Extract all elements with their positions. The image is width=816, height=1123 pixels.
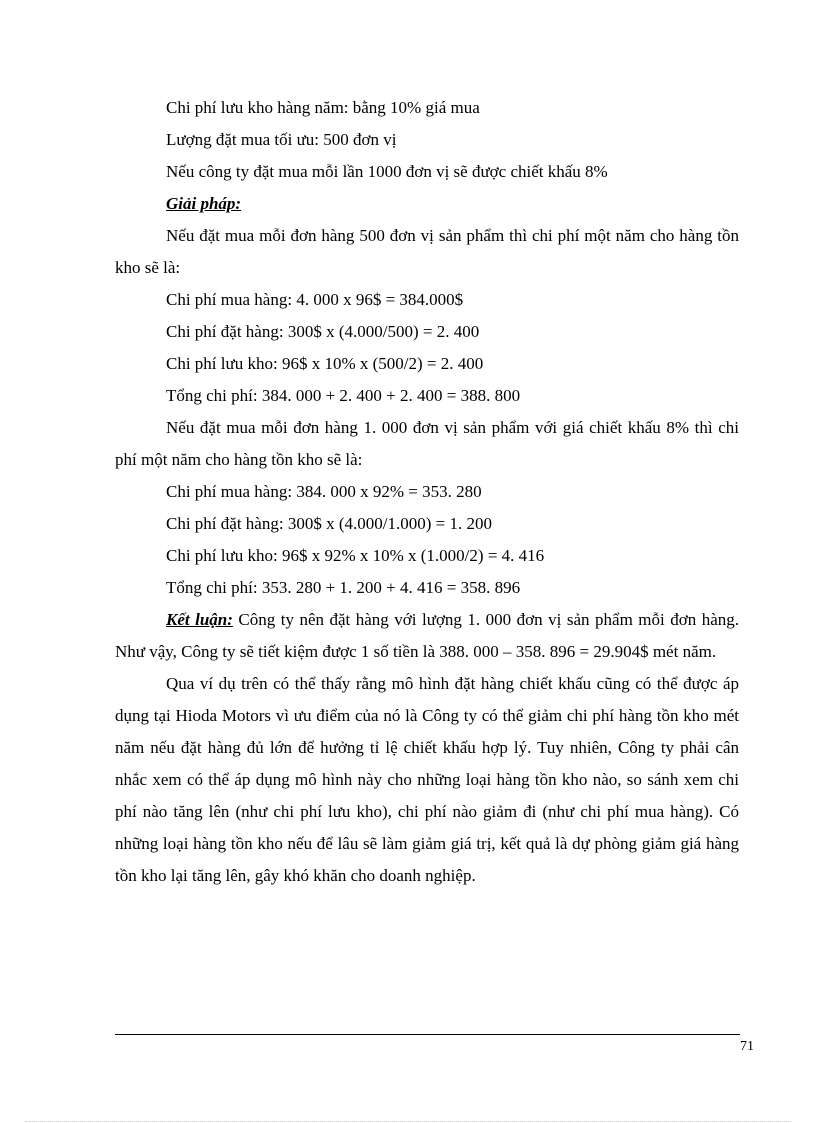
solution-heading: Giải pháp: [166, 194, 242, 213]
paragraph-option-1000: Nếu đặt mua mỗi đơn hàng 1. 000 đơn vị sản phẩm với giá chiết khấu 8% thì chi phí một năm cho hàng tồn kho sẽ là: [115, 418, 739, 469]
page-number: 71 [740, 1039, 754, 1054]
calc-line: Chi phí mua hàng: 384. 000 x 92% = 353. 280 [166, 482, 482, 501]
text-line: Nếu công ty đặt mua mỗi lần 1000 đơn vị sẽ được chiết khấu 8% [166, 162, 608, 181]
calc-line: Tổng chi phí: 353. 280 + 1. 200 + 4. 416 = 358. 896 [166, 578, 521, 597]
conclusion-paragraph [115, 604, 739, 668]
page-bottom-border [25, 1121, 791, 1122]
paragraph-option-500: Nếu đặt mua mỗi đơn hàng 500 đơn vị sản phẩm thì chi phí một năm cho hàng tồn kho sẽ là: [115, 226, 739, 277]
calc-line: Tổng chi phí: 384. 000 + 2. 400 + 2. 400 = 388. 800 [166, 386, 521, 405]
calc-line: Chi phí đặt hàng: 300$ x (4.000/500) = 2. 400 [166, 322, 480, 341]
text-line: Lượng đặt mua tối ưu: 500 đơn vị [166, 130, 397, 149]
text-line: Chi phí lưu kho hàng năm: bằng 10% giá mua [166, 98, 480, 117]
page-body [115, 92, 739, 892]
solution-heading-line [115, 188, 739, 220]
calc-line: Chi phí lưu kho: 96$ x 92% x 10% x (1.000/2) = 4. 416 [166, 546, 545, 565]
calc-line: Chi phí lưu kho: 96$ x 10% x (500/2) = 2. 400 [166, 354, 484, 373]
calc-line: Chi phí đặt hàng: 300$ x (4.000/1.000) = 1. 200 [166, 514, 492, 533]
calc-line: Chi phí mua hàng: 4. 000 x 96$ = 384.000$ [166, 290, 464, 309]
footer-divider [115, 1034, 740, 1035]
conclusion-heading: Kết luận: [166, 610, 233, 629]
conclusion-text: Công ty nên đặt hàng với lượng 1. 000 đơn vị sản phẩm mỗi đơn hàng. Như vậy, Công ty sẽ tiết kiệm được 1 số tiền là 388. 000 – 358. 896 = 29.904$ mét năm. [115, 610, 740, 661]
discussion-paragraph: Qua ví dụ trên có thể thấy rằng mô hình đặt hàng chiết khấu cũng có thể được áp dụng tại Hioda Motors vì ưu điểm của nó là Công ty có thể giảm chi phí hàng tồn kho mét năm nếu đặt hàng đủ lớn để hưởng tỉ lệ chiết khấu hợp lý. Tuy nhiên, Công ty phải cân nhắc xem có thể áp dụng mô hình này cho những loại hàng tồn kho nào, so sánh xem chi phí nào tăng lên (như chi phí lưu kho), chi phí nào giảm đi (như chi phí mua hàng). Có những loại hàng tồn kho nếu để lâu sẽ làm giảm giá trị, kết quả là dự phòng giảm giá hàng tồn kho lại tăng lên, gây khó khăn cho doanh nghiệp. [115, 674, 739, 885]
